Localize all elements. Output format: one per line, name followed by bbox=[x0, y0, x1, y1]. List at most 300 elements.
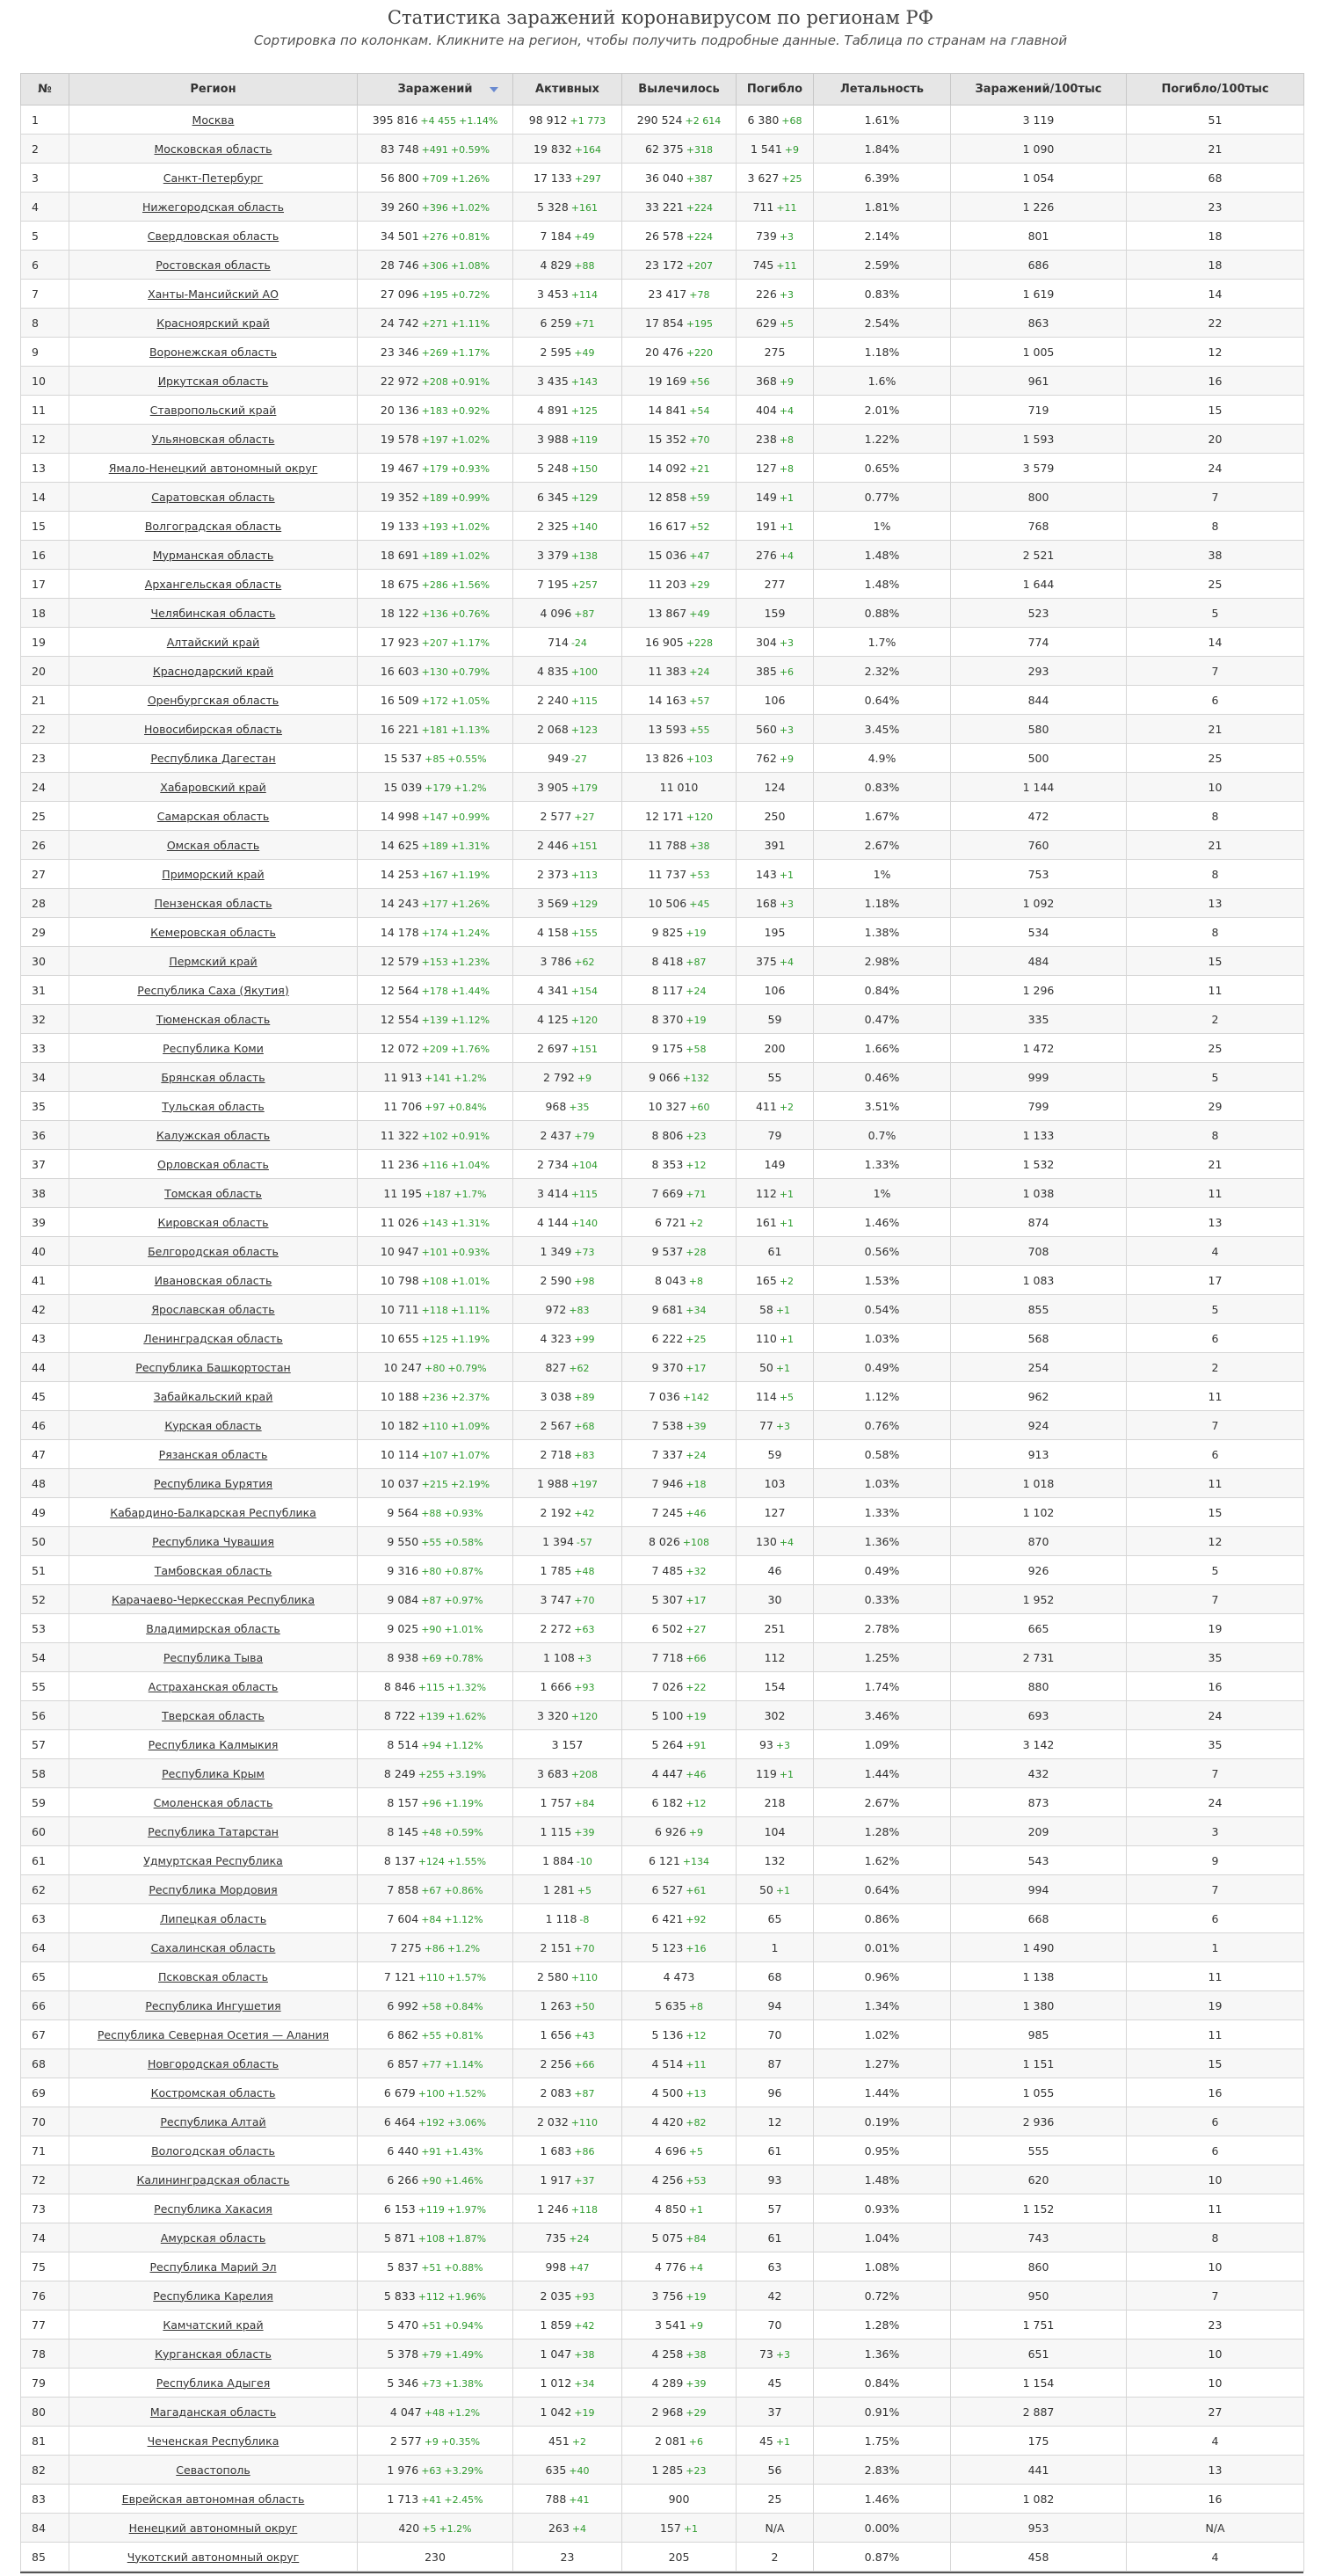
region-link[interactable]: Новосибирская область bbox=[144, 722, 282, 736]
page-subtitle: Сортировка по колонкам. Кликните на регион, чтобы получить подробные данные. Таблица по странам на главной bbox=[253, 33, 1068, 48]
row-number: 19 bbox=[21, 628, 69, 657]
region-link[interactable]: Республика Дагестан bbox=[150, 751, 276, 765]
table-row[interactable] bbox=[21, 1266, 1304, 1295]
table-row[interactable] bbox=[21, 1701, 1304, 1730]
table-row[interactable] bbox=[21, 1846, 1304, 1875]
region-link[interactable]: Пензенская область bbox=[154, 896, 272, 910]
cases-cell bbox=[358, 135, 513, 164]
recovered-value: 26 578 bbox=[645, 229, 684, 243]
cases-delta-percent: +1.23% bbox=[450, 956, 490, 968]
deaths-per-100k-cell: 19 bbox=[1127, 1614, 1304, 1643]
table-row[interactable] bbox=[21, 1962, 1304, 1991]
table-row[interactable] bbox=[21, 2485, 1304, 2514]
cases-cell bbox=[358, 222, 513, 251]
table-row[interactable] bbox=[21, 1991, 1304, 2020]
table-row[interactable] bbox=[21, 773, 1304, 802]
region-link[interactable]: Республика Бурятия bbox=[153, 1476, 273, 1490]
cases-delta: +197 bbox=[421, 433, 448, 446]
table-row[interactable] bbox=[21, 1208, 1304, 1237]
table-row[interactable] bbox=[21, 2194, 1304, 2223]
table-row[interactable] bbox=[21, 106, 1304, 135]
region-link[interactable]: Удмуртская Республика bbox=[143, 1853, 283, 1867]
active-delta: +49 bbox=[574, 346, 595, 359]
table-row[interactable] bbox=[21, 1005, 1304, 1034]
recovered-cell bbox=[622, 1382, 737, 1411]
region-link[interactable]: Республика Северная Осетия — Алания bbox=[97, 2027, 330, 2041]
region-link[interactable]: Кировская область bbox=[157, 1215, 269, 1229]
deaths-cell bbox=[737, 2020, 814, 2049]
region-link[interactable]: Приморский край bbox=[162, 867, 265, 881]
region-link[interactable]: Амурская область bbox=[160, 2230, 266, 2245]
cases-delta: +96 bbox=[421, 1797, 442, 1809]
region-link[interactable]: Липецкая область bbox=[159, 1911, 267, 1925]
active-delta: -24 bbox=[570, 637, 587, 649]
table-row[interactable] bbox=[21, 1730, 1304, 1759]
active-cell bbox=[513, 1556, 622, 1585]
cases-delta: +5 bbox=[422, 2522, 437, 2535]
deaths-cell bbox=[737, 976, 814, 1005]
region-link[interactable]: Калужская область bbox=[156, 1128, 271, 1142]
region-link[interactable]: Ростовская область bbox=[156, 258, 271, 272]
table-row[interactable] bbox=[21, 1556, 1304, 1585]
deaths-value: 73 bbox=[758, 2347, 773, 2361]
region-link[interactable]: Московская область bbox=[154, 142, 272, 156]
column-header-active[interactable]: Активных bbox=[513, 74, 622, 106]
column-header-recovered[interactable]: Вылечилось bbox=[622, 74, 737, 106]
table-row[interactable] bbox=[21, 425, 1304, 454]
active-value: 1 656 bbox=[540, 2027, 572, 2041]
active-value: 1 042 bbox=[540, 2405, 572, 2419]
recovered-delta: +24 bbox=[686, 985, 707, 997]
deaths-value: 304 bbox=[755, 635, 777, 649]
region-link[interactable]: Еврейская автономная область bbox=[121, 2492, 305, 2506]
table-row[interactable] bbox=[21, 860, 1304, 889]
cases-value: 15 537 bbox=[383, 751, 423, 765]
table-row[interactable] bbox=[21, 1759, 1304, 1788]
table-row[interactable] bbox=[21, 2427, 1304, 2456]
region-cell bbox=[69, 889, 358, 918]
deaths-cell bbox=[737, 570, 814, 599]
cases-per-100k-cell: 651 bbox=[951, 2340, 1127, 2369]
region-link[interactable]: Республика Карелия bbox=[153, 2289, 273, 2303]
column-header-cases[interactable] bbox=[358, 74, 513, 106]
region-link[interactable]: Нижегородская область bbox=[142, 200, 285, 214]
table-row[interactable] bbox=[21, 2107, 1304, 2136]
recovered-cell bbox=[622, 2340, 737, 2369]
region-link[interactable]: Белгородская область bbox=[148, 1244, 279, 1258]
region-link[interactable]: Курганская область bbox=[155, 2347, 272, 2361]
cases-cell bbox=[358, 2398, 513, 2427]
active-value: 451 bbox=[548, 2434, 570, 2448]
table-row[interactable] bbox=[21, 541, 1304, 570]
column-header-deaths[interactable]: Погибло bbox=[737, 74, 814, 106]
lethality-cell: 0.87% bbox=[814, 2543, 951, 2572]
region-link[interactable]: Курская область bbox=[164, 1418, 262, 1432]
deaths-delta: +5 bbox=[779, 317, 795, 330]
recovered-delta: +17 bbox=[686, 1594, 707, 1606]
region-link[interactable]: Красноярский край bbox=[156, 316, 270, 330]
region-link[interactable]: Кабардино-Балкарская Республика bbox=[110, 1505, 316, 1519]
cases-value: 420 bbox=[398, 2521, 420, 2535]
table-row[interactable] bbox=[21, 396, 1304, 425]
table-row[interactable] bbox=[21, 1063, 1304, 1092]
lethality-cell: 1% bbox=[814, 860, 951, 889]
row-number: 47 bbox=[21, 1440, 69, 1469]
table-row[interactable] bbox=[21, 1672, 1304, 1701]
cases-delta-percent: +0.79% bbox=[450, 666, 490, 678]
region-link[interactable]: Магаданская область bbox=[149, 2405, 277, 2419]
recovered-delta: +220 bbox=[686, 346, 713, 359]
region-link[interactable]: Республика Хакасия bbox=[154, 2201, 272, 2216]
recovered-value: 4 256 bbox=[651, 2172, 684, 2187]
table-row[interactable] bbox=[21, 657, 1304, 686]
table-row[interactable] bbox=[21, 222, 1304, 251]
table-row[interactable] bbox=[21, 2543, 1304, 2572]
cases-per-100k-cell: 1 644 bbox=[951, 570, 1127, 599]
table-row[interactable] bbox=[21, 1411, 1304, 1440]
region-link[interactable]: Республика Саха (Якутия) bbox=[137, 983, 289, 997]
table-row[interactable] bbox=[21, 2049, 1304, 2078]
active-value: 714 bbox=[548, 635, 569, 649]
table-row[interactable] bbox=[21, 976, 1304, 1005]
table-row[interactable] bbox=[21, 2514, 1304, 2543]
column-header-number[interactable]: № bbox=[21, 74, 69, 106]
table-row[interactable] bbox=[21, 918, 1304, 947]
region-link[interactable]: Карачаево-Черкесская Республика bbox=[112, 1592, 315, 1606]
table-row[interactable] bbox=[21, 164, 1304, 193]
recovered-value: 20 476 bbox=[645, 345, 684, 359]
lethality-cell: 0.72% bbox=[814, 2281, 951, 2310]
cases-cell bbox=[358, 2136, 513, 2165]
active-cell bbox=[513, 512, 622, 541]
cases-cell bbox=[358, 512, 513, 541]
table-row[interactable] bbox=[21, 2398, 1304, 2427]
cases-delta: +187 bbox=[425, 1188, 452, 1200]
region-link[interactable]: Самарская область bbox=[156, 809, 270, 823]
row-number: 73 bbox=[21, 2194, 69, 2223]
region-link[interactable]: Санкт-Петербург bbox=[163, 171, 264, 185]
region-link[interactable]: Тамбовская область bbox=[154, 1563, 272, 1577]
deaths-value: 375 bbox=[755, 954, 777, 968]
cases-delta: +73 bbox=[421, 2377, 442, 2390]
region-link[interactable]: Республика Башкортостан bbox=[135, 1360, 291, 1374]
recovered-delta: +82 bbox=[686, 2116, 707, 2128]
deaths-cell bbox=[737, 1817, 814, 1846]
lethality-cell: 1.03% bbox=[814, 1469, 951, 1498]
region-link[interactable]: Свердловская область bbox=[147, 229, 279, 243]
active-cell bbox=[513, 425, 622, 454]
region-link[interactable]: Кемеровская область bbox=[150, 925, 276, 939]
deaths-delta: +3 bbox=[779, 288, 795, 301]
table-row[interactable] bbox=[21, 309, 1304, 338]
region-link[interactable]: Ивановская область bbox=[154, 1273, 272, 1287]
table-row[interactable] bbox=[21, 715, 1304, 744]
region-link[interactable]: Астраханская область bbox=[148, 1679, 279, 1693]
active-value: 19 832 bbox=[533, 142, 572, 156]
column-header-deaths-per-100k[interactable]: Погибло/100тыс bbox=[1127, 74, 1304, 106]
cases-per-100k-cell: 2 936 bbox=[951, 2107, 1127, 2136]
table-row[interactable] bbox=[21, 193, 1304, 222]
table-row[interactable] bbox=[21, 1237, 1304, 1266]
table-row[interactable] bbox=[21, 2078, 1304, 2107]
table-row[interactable] bbox=[21, 1150, 1304, 1179]
region-link[interactable]: Мурманская область bbox=[152, 548, 274, 562]
deaths-per-100k-cell: 15 bbox=[1127, 947, 1304, 976]
active-value: 2 437 bbox=[540, 1128, 572, 1142]
table-row[interactable] bbox=[21, 2165, 1304, 2194]
deaths-value: 45 bbox=[767, 2376, 782, 2390]
table-row[interactable] bbox=[21, 280, 1304, 309]
deaths-value: 50 bbox=[758, 1882, 773, 1896]
lethality-cell: 1.34% bbox=[814, 1991, 951, 2020]
lethality-cell: 1.33% bbox=[814, 1150, 951, 1179]
table-row[interactable] bbox=[21, 1324, 1304, 1353]
region-link[interactable]: Воронежская область bbox=[149, 345, 278, 359]
cases-delta-percent: +1.09% bbox=[450, 1420, 490, 1432]
region-link[interactable]: Республика Мордовия bbox=[149, 1882, 278, 1896]
region-link[interactable]: Сахалинская область bbox=[150, 1940, 276, 1954]
table-row[interactable] bbox=[21, 2252, 1304, 2281]
region-link[interactable]: Камчатский край bbox=[163, 2318, 264, 2332]
table-row[interactable] bbox=[21, 802, 1304, 831]
region-link[interactable]: Ненецкий автономный округ bbox=[128, 2521, 298, 2535]
table-row[interactable] bbox=[21, 338, 1304, 367]
region-link[interactable]: Республика Тыва bbox=[163, 1650, 264, 1664]
cases-cell bbox=[358, 2340, 513, 2369]
active-cell bbox=[513, 2078, 622, 2107]
cases-delta-percent: +0.92% bbox=[450, 404, 490, 417]
region-link[interactable]: Тульская область bbox=[162, 1099, 265, 1113]
table-row[interactable] bbox=[21, 1382, 1304, 1411]
table-row[interactable] bbox=[21, 686, 1304, 715]
table-row[interactable] bbox=[21, 454, 1304, 483]
table-row[interactable] bbox=[21, 831, 1304, 860]
region-link[interactable]: Республика Крым bbox=[162, 1766, 265, 1780]
cases-value: 20 136 bbox=[380, 403, 419, 417]
table-row[interactable] bbox=[21, 2456, 1304, 2485]
region-link[interactable]: Республика Калмыкия bbox=[148, 1737, 279, 1751]
row-number: 81 bbox=[21, 2427, 69, 2456]
region-link[interactable]: Тверская область bbox=[162, 1708, 265, 1722]
table-row[interactable] bbox=[21, 947, 1304, 976]
region-link[interactable]: Вологодская область bbox=[151, 2143, 275, 2158]
deaths-per-100k-cell: 7 bbox=[1127, 2281, 1304, 2310]
region-link[interactable]: Ленинградская область bbox=[143, 1331, 283, 1345]
cases-value: 10 711 bbox=[380, 1302, 419, 1316]
deaths-per-100k-cell: 21 bbox=[1127, 135, 1304, 164]
region-link[interactable]: Севастополь bbox=[176, 2463, 250, 2477]
recovered-cell bbox=[622, 802, 737, 831]
region-link[interactable]: Ярославская область bbox=[151, 1302, 275, 1316]
active-delta: +83 bbox=[574, 1449, 595, 1461]
row-number: 5 bbox=[21, 222, 69, 251]
region-link[interactable]: Алтайский край bbox=[166, 635, 260, 649]
region-link[interactable]: Ставропольский край bbox=[149, 403, 277, 417]
table-row[interactable] bbox=[21, 1295, 1304, 1324]
region-link[interactable]: Рязанская область bbox=[158, 1447, 268, 1461]
region-link[interactable]: Хабаровский край bbox=[160, 780, 266, 794]
region-cell bbox=[69, 2543, 358, 2572]
region-cell bbox=[69, 1092, 358, 1121]
region-link[interactable]: Орловская область bbox=[157, 1157, 269, 1171]
cases-per-100k-cell: 768 bbox=[951, 512, 1127, 541]
region-link[interactable]: Республика Чувашия bbox=[152, 1534, 274, 1548]
deaths-cell bbox=[737, 251, 814, 280]
region-link[interactable]: Ханты-Мансийский АО bbox=[148, 287, 279, 301]
region-cell bbox=[69, 2281, 358, 2310]
active-cell bbox=[513, 1701, 622, 1730]
region-link[interactable]: Иркутская область bbox=[157, 374, 269, 388]
cases-value: 15 039 bbox=[383, 780, 423, 794]
table-row[interactable] bbox=[21, 135, 1304, 164]
deaths-per-100k-cell: 7 bbox=[1127, 483, 1304, 512]
region-link[interactable]: Республика Ингушетия bbox=[145, 1998, 281, 2012]
deaths-value: 218 bbox=[764, 1795, 786, 1809]
table-row[interactable] bbox=[21, 2281, 1304, 2310]
table-row[interactable] bbox=[21, 1034, 1304, 1063]
table-row[interactable] bbox=[21, 251, 1304, 280]
region-link[interactable]: Москва bbox=[192, 113, 235, 127]
region-link[interactable]: Омская область bbox=[166, 838, 260, 852]
table-row[interactable] bbox=[21, 1875, 1304, 1904]
cases-delta: +209 bbox=[421, 1043, 448, 1055]
deaths-per-100k-cell: 11 bbox=[1127, 2020, 1304, 2049]
region-cell bbox=[69, 280, 358, 309]
cases-value: 6 464 bbox=[383, 2114, 416, 2128]
cases-cell bbox=[358, 1556, 513, 1585]
cases-delta-percent: +1.17% bbox=[450, 346, 490, 359]
table-row[interactable] bbox=[21, 483, 1304, 512]
deaths-value: 762 bbox=[755, 751, 777, 765]
active-delta: +93 bbox=[574, 2290, 595, 2303]
active-cell bbox=[513, 976, 622, 1005]
region-link[interactable]: Забайкальский край bbox=[153, 1389, 273, 1403]
table-row[interactable] bbox=[21, 2369, 1304, 2398]
region-link[interactable]: Тюменская область bbox=[156, 1012, 271, 1026]
table-row[interactable] bbox=[21, 1121, 1304, 1150]
deaths-per-100k-cell: 18 bbox=[1127, 222, 1304, 251]
region-link[interactable]: Костромская область bbox=[150, 2085, 276, 2099]
table-row[interactable] bbox=[21, 2020, 1304, 2049]
column-header-cases-per-100k[interactable]: Заражений/100тыс bbox=[951, 74, 1127, 106]
region-link[interactable]: Республика Алтай bbox=[160, 2114, 266, 2128]
table-row[interactable] bbox=[21, 1643, 1304, 1672]
region-link[interactable]: Архангельская область bbox=[144, 577, 282, 591]
recovered-cell bbox=[622, 2369, 737, 2398]
region-link[interactable]: Псковская область bbox=[158, 1969, 268, 1983]
cases-delta: +110 bbox=[417, 1971, 445, 1983]
recovered-delta: +6 bbox=[688, 2435, 703, 2448]
region-link[interactable]: Чукотский автономный округ bbox=[127, 2550, 300, 2564]
row-number: 55 bbox=[21, 1672, 69, 1701]
table-row[interactable] bbox=[21, 2223, 1304, 2252]
cases-delta: +51 bbox=[421, 2261, 442, 2274]
region-link[interactable]: Республика Марий Эл bbox=[149, 2259, 277, 2274]
cases-delta-percent: +0.93% bbox=[444, 1507, 483, 1519]
deaths-per-100k-cell: 12 bbox=[1127, 338, 1304, 367]
cases-value: 8 722 bbox=[383, 1708, 416, 1722]
active-delta: +34 bbox=[574, 2377, 595, 2390]
deaths-value: 61 bbox=[767, 2143, 782, 2158]
table-row[interactable] bbox=[21, 628, 1304, 657]
region-link[interactable]: Чеченская Республика bbox=[147, 2434, 279, 2448]
deaths-cell bbox=[737, 2427, 814, 2456]
cases-delta: +112 bbox=[417, 2290, 445, 2303]
region-link[interactable]: Пермский край bbox=[169, 954, 258, 968]
table-row[interactable] bbox=[21, 1527, 1304, 1556]
region-link[interactable]: Республика Коми bbox=[163, 1041, 264, 1055]
region-link[interactable]: Челябинская область bbox=[150, 606, 276, 620]
region-link[interactable]: Ульяновская область bbox=[151, 432, 275, 446]
region-link[interactable]: Республика Татарстан bbox=[148, 1824, 279, 1838]
table-row[interactable] bbox=[21, 2136, 1304, 2165]
region-link[interactable]: Ямало-Ненецкий автономный округ bbox=[108, 461, 318, 475]
region-link[interactable]: Томская область bbox=[164, 1186, 262, 1200]
region-link[interactable]: Смоленская область bbox=[153, 1795, 273, 1809]
table-row[interactable] bbox=[21, 889, 1304, 918]
table-row[interactable] bbox=[21, 1585, 1304, 1614]
region-link[interactable]: Брянская область bbox=[161, 1070, 265, 1084]
cases-delta-percent: +3.19% bbox=[446, 1768, 487, 1780]
table-row[interactable] bbox=[21, 1440, 1304, 1469]
region-link[interactable]: Новгородская область bbox=[148, 2056, 279, 2070]
table-row[interactable] bbox=[21, 1904, 1304, 1933]
region-link[interactable]: Саратовская область bbox=[151, 490, 275, 504]
table-row[interactable] bbox=[21, 1817, 1304, 1846]
table-row[interactable] bbox=[21, 1933, 1304, 1962]
cases-value: 11 706 bbox=[383, 1099, 423, 1113]
cases-value: 5 470 bbox=[387, 2318, 419, 2332]
table-row[interactable] bbox=[21, 744, 1304, 773]
cases-per-100k-cell: 1 226 bbox=[951, 193, 1127, 222]
column-header-region[interactable]: Регион bbox=[69, 74, 358, 106]
active-cell bbox=[513, 599, 622, 628]
table-row[interactable] bbox=[21, 2310, 1304, 2340]
table-row[interactable] bbox=[21, 367, 1304, 396]
cases-per-100k-cell: 800 bbox=[951, 483, 1127, 512]
region-link[interactable]: Республика Адыгея bbox=[156, 2376, 271, 2390]
table-row[interactable] bbox=[21, 1092, 1304, 1121]
deaths-value: 560 bbox=[755, 722, 777, 736]
region-link[interactable]: Владимирская область bbox=[146, 1621, 280, 1635]
row-number: 44 bbox=[21, 1353, 69, 1382]
cases-value: 5 833 bbox=[383, 2289, 416, 2303]
row-number: 30 bbox=[21, 947, 69, 976]
table-row[interactable] bbox=[21, 2340, 1304, 2369]
deaths-delta: +1 bbox=[779, 869, 795, 881]
recovered-cell bbox=[622, 135, 737, 164]
table-row[interactable] bbox=[21, 512, 1304, 541]
recovered-delta: +12 bbox=[686, 1797, 707, 1809]
table-row[interactable] bbox=[21, 1614, 1304, 1643]
table-row[interactable] bbox=[21, 570, 1304, 599]
deaths-value: 275 bbox=[764, 345, 786, 359]
region-link[interactable]: Калининградская область bbox=[136, 2172, 290, 2187]
region-link[interactable]: Оренбургская область bbox=[147, 693, 279, 707]
region-link[interactable]: Волгоградская область bbox=[144, 519, 282, 533]
region-link[interactable]: Краснодарский край bbox=[152, 664, 274, 678]
table-row[interactable] bbox=[21, 599, 1304, 628]
table-row[interactable] bbox=[21, 1469, 1304, 1498]
column-header-lethality[interactable]: Летальность bbox=[814, 74, 951, 106]
active-delta: +62 bbox=[574, 956, 595, 968]
table-row[interactable] bbox=[21, 1353, 1304, 1382]
table-row[interactable] bbox=[21, 1498, 1304, 1527]
table-row[interactable] bbox=[21, 1179, 1304, 1208]
lethality-cell: 0.65% bbox=[814, 454, 951, 483]
active-cell bbox=[513, 802, 622, 831]
table-row[interactable] bbox=[21, 1788, 1304, 1817]
